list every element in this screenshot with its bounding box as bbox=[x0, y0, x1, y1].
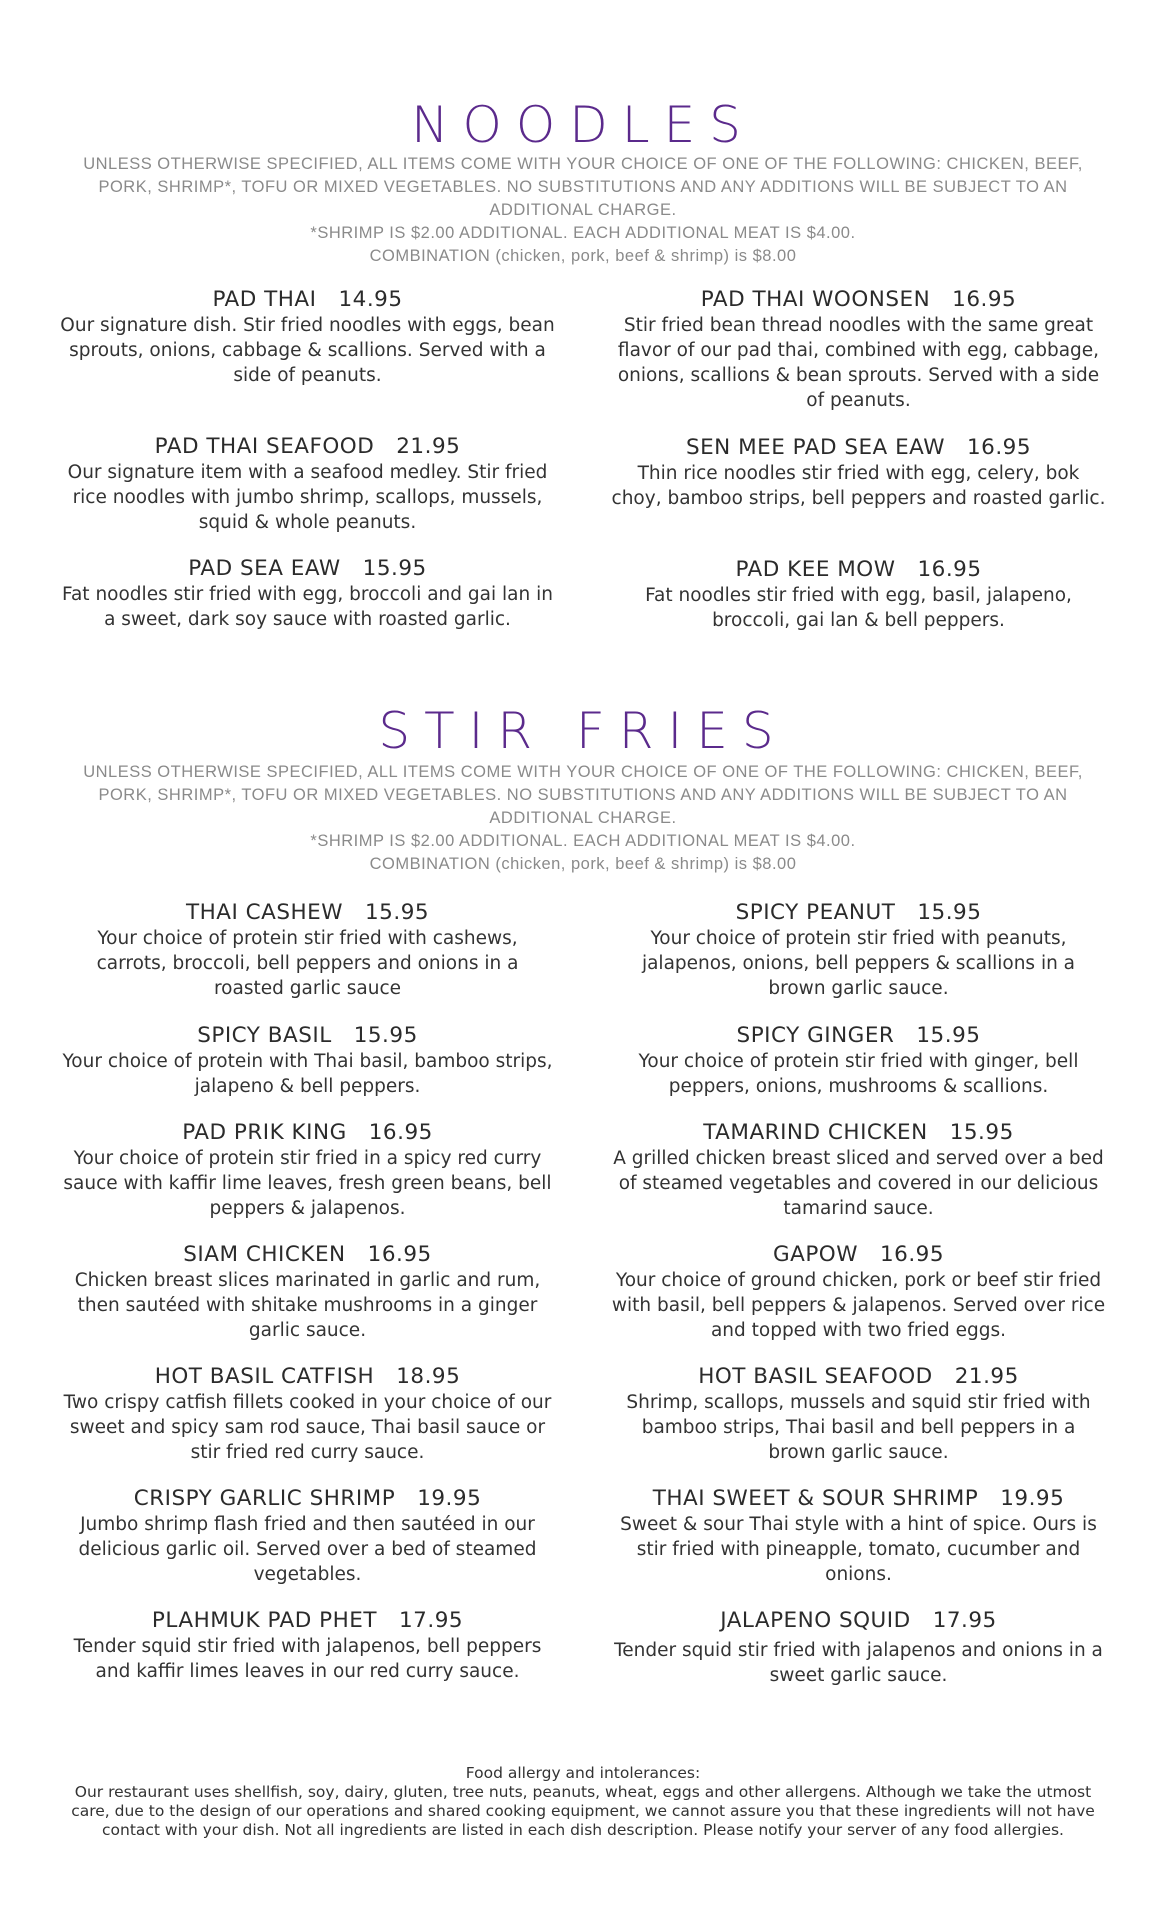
item-header bbox=[611, 1485, 1106, 1512]
item-price: 15.95 bbox=[916, 1023, 981, 1048]
item-price: 19.95 bbox=[1000, 1486, 1065, 1511]
item-price: 15.95 bbox=[949, 1120, 1014, 1145]
item-description: Stir fried bean thread noodles with the same great flavor of our pad thai, combined with egg, cabbage, onions, scallions & bean sprouts. Served with a side of peanuts. bbox=[617, 315, 1100, 411]
item-name: SPICY PEANUT bbox=[735, 900, 896, 925]
item-price: 18.95 bbox=[396, 1364, 461, 1389]
menu-item bbox=[611, 556, 1106, 633]
item-price: 17.95 bbox=[399, 1608, 464, 1633]
menu-item bbox=[611, 434, 1106, 511]
note-line: PORK, SHRIMP*, TOFU OR MIXED VEGETABLES. NO SUBSTITUTIONS AND ANY ADDITIONS WILL BE SUBJECT TO AN bbox=[98, 786, 1068, 804]
noodles-note bbox=[60, 153, 1106, 268]
item-name: HOT BASIL CATFISH bbox=[154, 1364, 375, 1389]
item-header bbox=[611, 1022, 1106, 1049]
item-name: JALAPENO SQUID bbox=[720, 1608, 911, 1633]
item-name: SEN MEE PAD SEA EAW bbox=[685, 435, 945, 460]
item-price: 16.95 bbox=[917, 557, 982, 582]
item-name: CRISPY GARLIC SHRIMP bbox=[133, 1486, 396, 1511]
item-price: 21.95 bbox=[954, 1364, 1019, 1389]
item-name: TAMARIND CHICKEN bbox=[703, 1120, 928, 1145]
item-description: Your choice of protein stir fried with ginger, bell peppers, onions, mushrooms & scallions. bbox=[638, 1051, 1079, 1097]
menu-item bbox=[611, 1119, 1106, 1221]
item-description: Two crispy catfish fillets cooked in your choice of our sweet and spicy sam rod sauce, Thai basil sauce or stir fried red curry sauce. bbox=[63, 1392, 552, 1463]
menu-item bbox=[611, 286, 1106, 413]
item-description: Your choice of ground chicken, pork or beef stir fried with basil, bell peppers & jalapenos. Served over rice and topped with two fried eggs. bbox=[611, 1270, 1106, 1341]
stir-fries-title: STIR FRIES bbox=[378, 702, 788, 760]
note-line: COMBINATION (chicken, pork, beef & shrimp) is $8.00 bbox=[369, 855, 797, 873]
item-price: 14.95 bbox=[338, 287, 403, 312]
menu-item bbox=[611, 1022, 1106, 1099]
item-description: Jumbo shrimp flash fried and then sautéed in our delicious garlic oil. Served over a bed of steamed vegetables. bbox=[78, 1514, 537, 1585]
item-name: HOT BASIL SEAFOOD bbox=[698, 1364, 933, 1389]
item-name: PAD THAI bbox=[212, 287, 317, 312]
item-price: 15.95 bbox=[917, 900, 982, 925]
menu-item bbox=[60, 1241, 555, 1343]
item-price: 16.95 bbox=[952, 287, 1017, 312]
note-line: PORK, SHRIMP*, TOFU OR MIXED VEGETABLES. NO SUBSTITUTIONS AND ANY ADDITIONS WILL BE SUBJECT TO AN bbox=[98, 178, 1068, 196]
item-name: SPICY GINGER bbox=[736, 1023, 895, 1048]
note-line: UNLESS OTHERWISE SPECIFIED, ALL ITEMS COME WITH YOUR CHOICE OF ONE OF THE FOLLOWING: CHICKEN, BEEF, bbox=[83, 763, 1083, 781]
item-price: 17.95 bbox=[932, 1608, 997, 1633]
item-description: Our signature dish. Stir fried noodles with eggs, bean sprouts, onions, cabbage & scallions. Served with a side of peanuts. bbox=[60, 315, 555, 386]
note-line: COMBINATION (chicken, pork, beef & shrimp) is $8.00 bbox=[369, 247, 797, 265]
item-header bbox=[60, 899, 555, 926]
item-header bbox=[60, 1607, 555, 1634]
item-description: Our signature item with a seafood medley. Stir fried rice noodles with jumbo shrimp, scallops, mussels, squid & whole peanuts. bbox=[67, 462, 548, 533]
menu-item bbox=[60, 555, 555, 632]
item-header bbox=[611, 286, 1106, 313]
item-price: 15.95 bbox=[362, 556, 427, 581]
item-price: 16.95 bbox=[879, 1242, 945, 1267]
item-name: PLAHMUK PAD PHET bbox=[151, 1608, 377, 1633]
item-price: 21.95 bbox=[396, 434, 461, 459]
item-price: 16.95 bbox=[367, 1242, 432, 1267]
item-header bbox=[60, 1241, 555, 1268]
item-description: Fat noodles stir fried with egg, broccoli and gai lan in a sweet, dark soy sauce with roasted garlic. bbox=[62, 584, 553, 630]
item-name: PAD THAI WOONSEN bbox=[700, 287, 931, 312]
item-header bbox=[611, 899, 1106, 926]
item-header bbox=[60, 1119, 555, 1146]
item-price: 15.95 bbox=[353, 1023, 418, 1048]
allergy-notice bbox=[60, 1764, 1106, 1840]
menu-item bbox=[60, 1022, 555, 1099]
item-description: Your choice of protein stir fried in a spicy red curry sauce with kaffir lime leaves, fresh green beans, bell peppers & jalapenos. bbox=[63, 1148, 552, 1219]
menu-item bbox=[611, 1607, 1106, 1688]
item-description: Shrimp, scallops, mussels and squid stir fried with bamboo strips, Thai basil and bell peppers in a brown garlic sauce. bbox=[626, 1392, 1091, 1463]
item-name: PAD THAI SEAFOOD bbox=[154, 434, 375, 459]
item-price: 19.95 bbox=[417, 1486, 482, 1511]
menu-item bbox=[60, 899, 555, 1001]
item-description: Fat noodles stir fried with egg, basil, jalapeno, broccoli, gai lan & bell peppers. bbox=[645, 585, 1072, 631]
item-price: 15.95 bbox=[365, 900, 430, 925]
item-name: SIAM CHICKEN bbox=[183, 1242, 346, 1267]
item-name: THAI CASHEW bbox=[185, 900, 343, 925]
menu-item bbox=[60, 286, 555, 388]
item-header bbox=[60, 1485, 555, 1512]
item-description: Chicken breast slices marinated in garlic and rum, then sautéed with shitake mushrooms in a ginger garlic sauce. bbox=[74, 1270, 541, 1341]
item-header bbox=[611, 1241, 1106, 1268]
item-description: Your choice of protein with Thai basil, bamboo strips, jalapeno & bell peppers. bbox=[62, 1051, 553, 1097]
item-name: GAPOW bbox=[772, 1242, 858, 1267]
item-name: PAD SEA EAW bbox=[188, 556, 341, 581]
item-name: SPICY BASIL bbox=[197, 1023, 332, 1048]
item-description: Thin rice noodles stir fried with egg, celery, bok choy, bamboo strips, bell peppers and roasted garlic. bbox=[611, 463, 1106, 509]
menu-item bbox=[60, 1485, 555, 1587]
item-header bbox=[60, 1363, 555, 1390]
item-description: Your choice of protein stir fried with peanuts, jalapenos, onions, bell peppers & scallions in a brown garlic sauce. bbox=[641, 928, 1076, 999]
item-name: PAD KEE MOW bbox=[735, 557, 896, 582]
note-line: ADDITIONAL CHARGE. bbox=[489, 201, 677, 219]
item-description: Sweet & sour Thai style with a hint of spice. Ours is stir fried with pineapple, tomato, cucumber and onions. bbox=[620, 1514, 1097, 1585]
item-name: THAI SWEET & SOUR SHRIMP bbox=[652, 1486, 979, 1511]
menu-item bbox=[60, 1119, 555, 1221]
allergy-text: Our restaurant uses shellfish, soy, dairy, gluten, tree nuts, peanuts, wheat, eggs and other allergens. Although we take the utmost care, due to the design of our operations and shared cooking equipment, we cannot assure you that these ingredients will not have contact with your dish. Not all ingredients are listed in each dish description. Please notify your server of any food allergies. bbox=[71, 1783, 1095, 1839]
item-header bbox=[611, 1119, 1106, 1146]
item-description: Your choice of protein stir fried with cashews, carrots, broccoli, bell peppers and onions in a roasted garlic sauce bbox=[96, 928, 519, 999]
menu-item bbox=[611, 1363, 1106, 1465]
allergy-heading: Food allergy and intolerances: bbox=[465, 1764, 701, 1782]
item-header bbox=[611, 1607, 1106, 1634]
item-description: Tender squid stir fried with jalapenos, bell peppers and kaffir limes leaves in our red curry sauce. bbox=[73, 1636, 542, 1682]
item-header bbox=[60, 433, 555, 460]
note-line: UNLESS OTHERWISE SPECIFIED, ALL ITEMS COME WITH YOUR CHOICE OF ONE OF THE FOLLOWING: CHICKEN, BEEF, bbox=[83, 155, 1083, 173]
item-header bbox=[611, 1363, 1106, 1390]
item-header bbox=[60, 1022, 555, 1049]
item-name: PAD PRIK KING bbox=[182, 1120, 347, 1145]
note-line: *SHRIMP IS $2.00 ADDITIONAL. EACH ADDITIONAL MEAT IS $4.00. bbox=[310, 832, 856, 850]
item-description: A grilled chicken breast sliced and served over a bed of steamed vegetables and covered in our delicious tamarind sauce. bbox=[613, 1148, 1104, 1219]
item-description: Tender squid stir fried with jalapenos and onions in a sweet garlic sauce. bbox=[614, 1640, 1103, 1686]
item-header bbox=[60, 555, 555, 582]
menu-item bbox=[60, 1363, 555, 1465]
menu-item bbox=[611, 1485, 1106, 1587]
menu-item bbox=[60, 1607, 555, 1684]
menu-item bbox=[60, 433, 555, 535]
item-price: 16.95 bbox=[966, 435, 1032, 460]
menu-item bbox=[611, 1241, 1106, 1343]
note-line: ADDITIONAL CHARGE. bbox=[489, 809, 677, 827]
item-header bbox=[60, 286, 555, 313]
stir-fries-note bbox=[60, 761, 1106, 876]
item-price: 16.95 bbox=[368, 1120, 433, 1145]
noodles-title: NOODLES bbox=[411, 96, 755, 154]
note-line: *SHRIMP IS $2.00 ADDITIONAL. EACH ADDITIONAL MEAT IS $4.00. bbox=[310, 224, 856, 242]
item-header bbox=[611, 556, 1106, 583]
item-header bbox=[611, 434, 1106, 461]
menu-item bbox=[611, 899, 1106, 1001]
